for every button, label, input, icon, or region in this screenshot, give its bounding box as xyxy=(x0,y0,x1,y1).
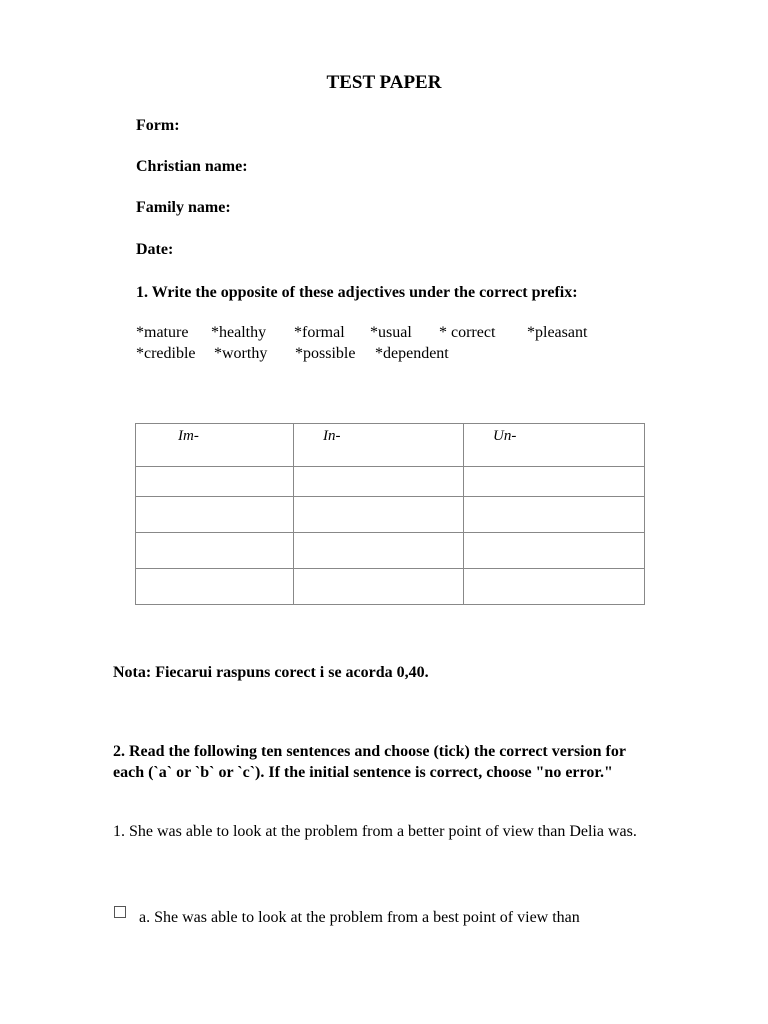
answer-cell[interactable] xyxy=(464,467,645,497)
prefix-un-header: Un- xyxy=(493,428,517,444)
adjective-item: *usual xyxy=(370,324,412,341)
nota-scoring: Nota: Fiecarui raspuns corect i se acorda 0,40. xyxy=(113,664,429,681)
option-a-text: a. She was able to look at the problem from a best point of view than xyxy=(139,909,580,926)
table-header-cell xyxy=(136,424,294,467)
form-label: Form: xyxy=(136,117,180,134)
answer-cell[interactable] xyxy=(136,533,294,569)
family-name-label: Family name: xyxy=(136,199,231,216)
table-row xyxy=(136,569,645,605)
answer-cell[interactable] xyxy=(136,467,294,497)
table-row xyxy=(136,497,645,533)
sentence-1: 1. She was able to look at the problem from a better point of view than Delia was. xyxy=(113,823,637,840)
table-header-row xyxy=(136,424,645,467)
question-1-instruction: 1. Write the opposite of these adjectives under the correct prefix: xyxy=(136,284,578,301)
answer-cell[interactable] xyxy=(136,569,294,605)
answer-cell[interactable] xyxy=(294,467,464,497)
answer-cell[interactable] xyxy=(464,569,645,605)
adjective-item: *pleasant xyxy=(527,324,588,341)
answer-cell[interactable] xyxy=(136,497,294,533)
adjective-item: * correct xyxy=(439,324,496,341)
answer-cell[interactable] xyxy=(464,533,645,569)
table-header-cell xyxy=(464,424,645,467)
christian-name-label: Christian name: xyxy=(136,158,248,175)
adjective-item: *dependent xyxy=(375,345,449,362)
table-header-cell xyxy=(294,424,464,467)
adjective-item: *healthy xyxy=(211,324,267,341)
adjective-item: *worthy xyxy=(214,345,268,362)
option-a-checkbox[interactable] xyxy=(114,906,126,918)
prefix-table xyxy=(135,423,645,605)
question-2-instruction: 2. Read the following ten sentences and choose (tick) the correct version for each (`a` or `b` or `c`). If the initial sentence is correct, choose "no error." xyxy=(113,743,626,781)
adjective-item: *mature xyxy=(136,324,189,341)
table-row xyxy=(136,533,645,569)
date-label: Date: xyxy=(136,241,174,258)
page-title: TEST PAPER xyxy=(326,72,442,93)
table-row xyxy=(136,467,645,497)
prefix-in-header: In- xyxy=(323,428,341,444)
answer-cell[interactable] xyxy=(294,533,464,569)
answer-cell[interactable] xyxy=(294,569,464,605)
adjective-item: *formal xyxy=(294,324,345,341)
adjective-item: *credible xyxy=(136,345,196,362)
adjective-item: *possible xyxy=(295,345,356,362)
answer-cell[interactable] xyxy=(294,497,464,533)
prefix-im-header: Im- xyxy=(178,428,199,444)
answer-cell[interactable] xyxy=(464,497,645,533)
